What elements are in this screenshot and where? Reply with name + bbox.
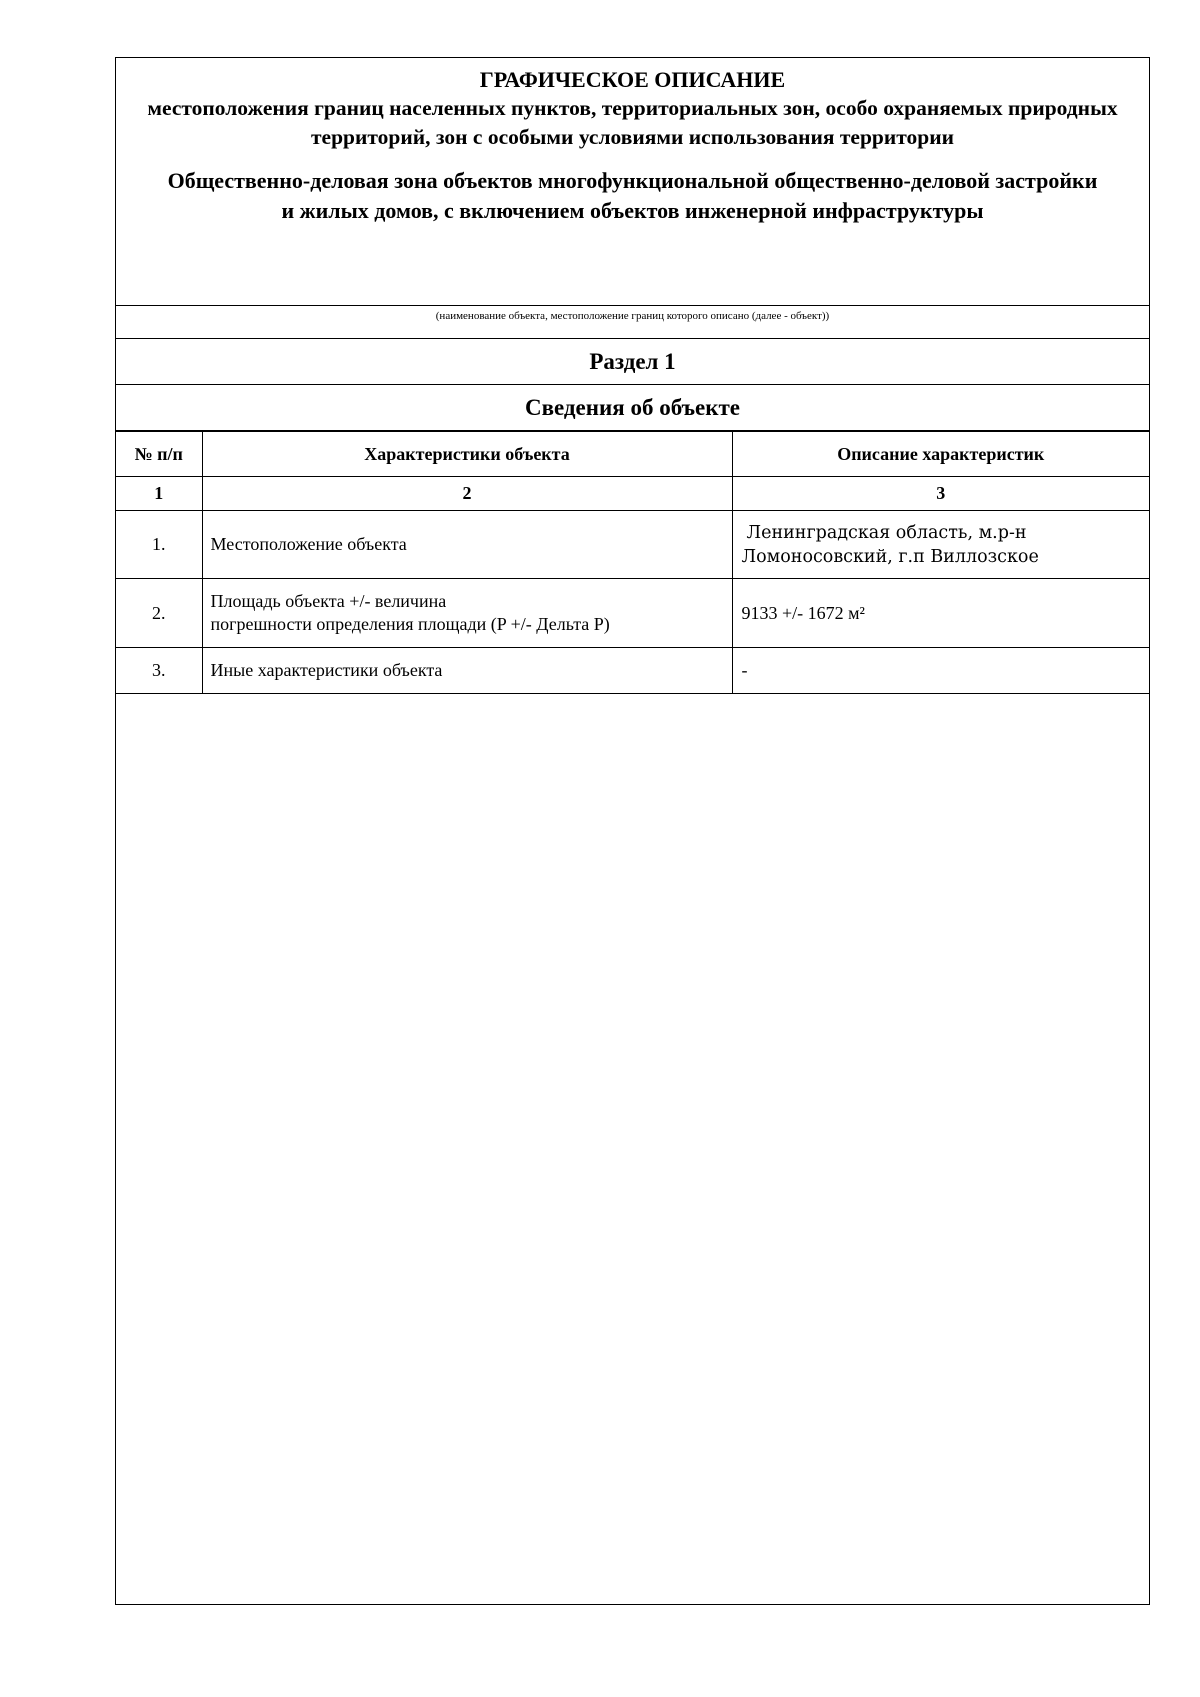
- object-name: Общественно-деловая зона объектов многофункциональной общественно-деловой застройки и жилых домов, с включением объектов инженерной инфраструктуры: [167, 168, 1098, 223]
- area-label-line-2: погрешности определения площади (P +/- Дельта P): [210, 614, 610, 634]
- row-characteristic: Местоположение объекта: [202, 511, 732, 579]
- object-info-table: [116, 431, 1149, 694]
- column-index-2: 2: [202, 477, 732, 511]
- location-line-1: Ленинградская область, м.р-н: [746, 522, 1027, 543]
- header-cell-characteristic: Характеристики объекта: [202, 432, 732, 477]
- header-cell-number: № п/п: [116, 432, 202, 477]
- table-row: [116, 579, 1149, 648]
- column-index-1: 1: [116, 477, 202, 511]
- table-header-row: [116, 432, 1149, 477]
- row-number: 2.: [116, 579, 202, 648]
- document-subtitle: местоположения границ населенных пунктов, территориальных зон, особо охраняемых природных территорий, зон с особыми условиями использования территории: [147, 96, 1118, 149]
- section-title: Раздел 1: [116, 339, 1149, 385]
- row-characteristic: Иные характеристики объекта: [202, 648, 732, 694]
- column-index-row: [116, 477, 1149, 511]
- table-row: [116, 511, 1149, 579]
- object-name-caption: (наименование объекта, местоположение границ которого описано (далее - объект)): [116, 306, 1149, 339]
- column-index-3: 3: [732, 477, 1149, 511]
- row-description: 9133 +/- 1672 м²: [732, 579, 1149, 648]
- document-page: [115, 57, 1150, 1605]
- header-cell-description: Описание характеристик: [732, 432, 1149, 477]
- document-header: [116, 58, 1149, 306]
- row-description: [732, 511, 1149, 579]
- table-row: [116, 648, 1149, 694]
- location-line-2: Ломоносовский, г.п Виллозское: [741, 546, 1039, 567]
- row-description: -: [732, 648, 1149, 694]
- row-number: 1.: [116, 511, 202, 579]
- row-number: 3.: [116, 648, 202, 694]
- row-characteristic: [202, 579, 732, 648]
- document-title: ГРАФИЧЕСКОЕ ОПИСАНИЕ: [479, 67, 786, 92]
- section-heading: Сведения об объекте: [116, 385, 1149, 431]
- area-label-line-1: Площадь объекта +/- величина: [210, 591, 447, 611]
